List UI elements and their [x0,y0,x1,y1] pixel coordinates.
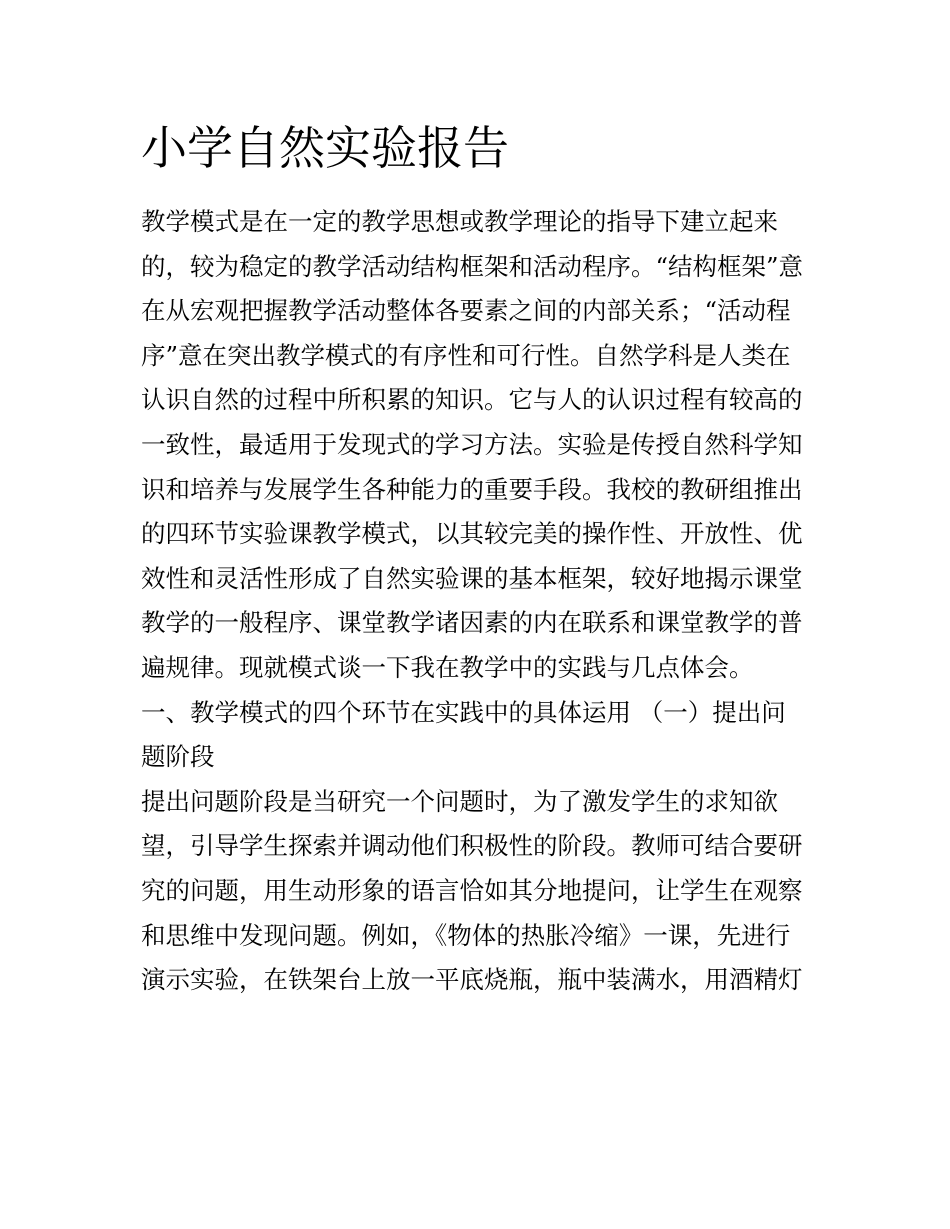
body-line: 遍规律。现就模式谈一下我在教学中的实践与几点体会。 [141,652,754,682]
body-line: 认识自然的过程中所积累的知识。它与人的认识过程有较高的 [141,385,803,415]
document-body [141,200,821,1003]
body-line: 的四环节实验课教学模式，以其较完美的操作性、开放性、优 [141,519,803,549]
body-line: 演示实验，在铁架台上放一平底烧瓶，瓶中装满水，用酒精灯 [141,965,803,995]
section-heading-line: 题阶段 [141,742,215,772]
body-line: 教学模式是在一定的教学思想或教学理论的指导下建立起来 [141,207,778,236]
section-heading-line: 一、教学模式的四个环节在实践中的具体运用 （一）提出问 [141,697,786,727]
body-line: 一致性，最适用于发现式的学习方法。实验是传授自然科学知 [141,429,803,459]
body-line: 识和培养与发展学生各种能力的重要手段。我校的教研组推出 [141,474,803,504]
body-line: 序”意在突出教学模式的有序性和可行性。自然学科是人类在 [141,340,791,370]
document-title: 小学自然实验报告 [141,121,509,175]
body-line: 的，较为稳定的教学活动结构框架和活动程序。“结构框架”意 [141,251,804,281]
body-line: 望，引导学生探索并调动他们积极性的阶段。教师可结合要研 [141,831,803,861]
body-line: 效性和灵活性形成了自然实验课的基本框架，较好地揭示课堂 [141,563,803,593]
body-line: 和思维中发现问题。例如，《物体的热胀冷缩》一课，先进行 [141,920,791,950]
body-line: 提出问题阶段是当研究一个问题时，为了激发学生的求知欲 [141,786,778,816]
body-line: 教学的一般程序、课堂教学诸因素的内在联系和课堂教学的普 [141,608,803,638]
body-line: 在从宏观把握教学活动整体各要素之间的内部关系；“活动程 [141,296,791,326]
body-line: 究的问题，用生动形象的语言恰如其分地提问，让学生在观察 [141,875,803,905]
